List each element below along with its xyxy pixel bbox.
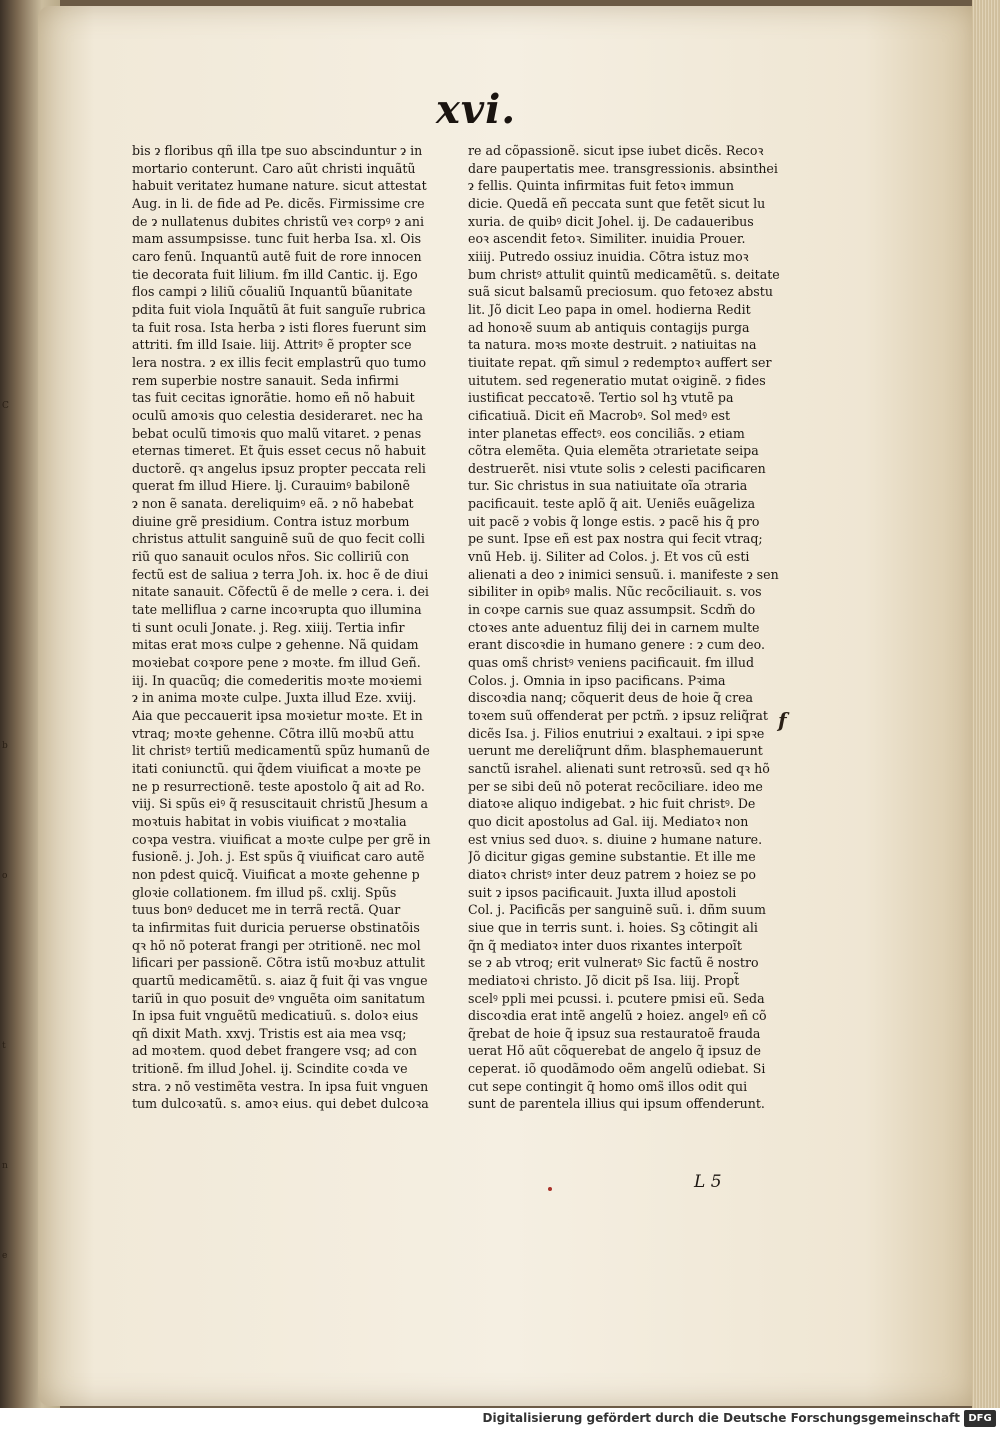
text-line: uerat Hõ aũt cõquerebat de angelo q̃ ipsuz de [468,1043,761,1059]
text-line: Col. j. Pacificãs per sanguinẽ suũ. i. dñm suum [468,902,766,918]
text-line: uerunt me dereliq̃runt dñm. blasphemauerunt [468,743,763,759]
margin-letter: f [778,708,787,732]
text-line: rem superbie nostre sanauit. Seda infirmi [132,372,399,388]
text-line: habuit veritatez humane nature. sicut attestat [132,178,427,194]
text-line: quas oms̃ christꝰ veniens pacificauit. ẜm illud [468,655,755,671]
text-line: ceperat. iõ quodãmodo oẽm angelũ odiebat. Si [468,1061,766,1077]
text-line: eoꝛ ascendit fetoꝛ. Similiter. inuidia Prouer. [468,231,746,247]
text-line: querat ẜm illud Hiere. lj. Curauimꝰ babilonẽ [132,478,410,494]
text-line: tas fuit cecitas ignorãtie. homo eñ nõ habuit [132,390,415,406]
adjacent-page-fragment: n [2,1161,8,1171]
adjacent-page-fragment: e [2,1251,8,1261]
text-line: vnũ Heb. ij. Siliter ad Colos. j. Et vos cũ esti [468,549,750,565]
text-line: ctoꝛes ante aduentuz filij dei in carnem multe [468,619,760,635]
text-line: viij. Si spũs eiꝰ q̃ resuscitauit christũ Jhesum a [132,796,429,812]
text-line: cificatiuã. Dicit eñ Macrobꝰ. Sol medꝰ est [468,407,731,423]
text-line: nitate sanauit. Cõfectũ ẽ de melle ɂ cera. i. dei [132,584,429,600]
text-line: in coꝛpe carnis sue quaz assumpsit. Scdm̃ do [468,602,756,618]
text-line: ad honoꝛẽ suum ab antiquis contagijs purga [468,319,750,335]
quire-signature: L 5 [694,1172,722,1192]
text-line: ductorẽ. qꝛ angelus ipsuz propter peccata reli [132,460,426,476]
text-line: bum christꝰ attulit quintũ medicamẽtũ. s. deitate [468,266,780,282]
text-line: cõtra elemẽta. Quia elemẽta ɔtrarietate seipa [468,443,759,459]
text-line: per se sibi deũ nõ poterat recõciliare. ideo me [468,778,763,794]
text-line: sunt de parentela illius qui ipsum offenderunt. [468,1096,765,1112]
text-line: tritionẽ. ẜm illud Johel. ij. Scindite coꝛda ve [132,1061,408,1077]
text-line: diatoꝛ christꝰ inter deuz patrem ɂ hoiez se po [468,866,756,882]
text-line: cut sepe contingit q̃ homo oms̃ illos odit qui [468,1078,748,1094]
text-line: ɂ fellis. Quinta infirmitas fuit fetoꝛ immun [468,178,734,194]
text-line: quartũ medicamẽtũ. s. aiaz q̃ fuit q̃i vas vngue [132,972,428,988]
text-line: lificari per passionẽ. Cõtra istũ moꝛbuz attulit [132,955,425,971]
text-line: mam assumpsisse. tunc fuit herba Isa. xl. Ois [132,231,422,247]
text-line: ne p resurrectionẽ. teste apostolo q̃ ait ad Ro. [132,778,425,794]
text-line: Colos. j. Omnia in ipso pacificans. Pꝛima [468,672,726,688]
text-line: eternas timeret. Et q̃uis esset cecus nõ habuit [132,443,426,459]
text-line: iij. In quacũq; die comederitis moꝛte moꝛiemi [132,672,422,688]
text-line: fusionẽ. j. Joh. j. Est spũs q̃ viuificat caro autẽ [132,849,425,865]
text-line: diuine grẽ presidium. Contra istuz morbum [132,513,410,529]
text-line: mediatoꝛi christo. Jõ dicit ps̃ Isa. liij. Propt̃ [468,972,740,988]
adjacent-page-fragment: b [2,741,8,751]
text-line: re ad cõpassionẽ. sicut ipse iubet dicẽs. Recoꝛ [468,143,764,158]
text-line: qꝛ hõ nõ poterat frangi per ɔtritionẽ. nec mol [132,937,421,953]
text-line: coꝛpa vestra. viuificat a moꝛte culpe per grẽ in [132,831,431,847]
text-line: attriti. ẜm illd Isaie. liij. Attritꝰ ẽ propter sce [132,337,412,353]
text-line: flos campi ɂ liliũ cõualiũ Inquantũ bũanitate [132,284,413,300]
text-line: In ipsa fuit vnguẽtũ medicatiuũ. s. doloꝛ eius [132,1008,419,1024]
text-line: tum dulcoꝛatũ. s. amoꝛ eius. qui debet dulcoꝛa [132,1096,429,1112]
text-line: qñ dixit Math. xxvj. Tristis est aia mea vsq; [132,1025,407,1041]
text-line: tate melliflua ɂ carne incoꝛrupta quo illumina [132,602,422,618]
text-line: mitas erat moꝛs culpe ɂ gehenne. Nã quidam [132,637,419,653]
text-line: se ɂ ab vtroq; erit vulneratꝰ Sic factũ ẽ nostro [468,955,759,971]
text-line: discoꝛdia erat intẽ angelũ ɂ hoiez. angelꝰ eñ cõ [468,1008,767,1024]
text-line: tiuitate repat. qm̃ simul ɂ redemptoꝛ auffert ser [468,354,772,370]
adjacent-page-fragment: C [2,401,9,411]
adjacent-page-fragment: o [2,871,8,881]
text-line: ɂ in anima moꝛte culpe. Juxta illud Eze. xviij. [132,690,417,706]
text-line: moꝛtuis habitat in vobis viuificat ɂ moꝛtalia [132,813,407,829]
folio-number: xvi. [436,86,517,133]
footer-bar [0,1408,1000,1430]
text-line: Jõ dicitur gigas gemine substantie. Et ille me [468,849,756,865]
text-line: ad moꝛtem. quod debet frangere vsq; ad con [132,1043,417,1059]
text-line: uit pacẽ ɂ vobis q̃ longe estis. ɂ pacẽ his q̃ pro [468,513,760,529]
text-line: pacificauit. teste aplõ q̃ ait. Ueniẽs euãgeliza [468,496,756,512]
text-line: uitutem. sed regeneratio mutat oꝛiginẽ. ɂ fides [468,372,766,388]
text-line: ta natura. moꝛs moꝛte destruit. ɂ natiuitas na [468,337,757,353]
text-line: q̃rebat de hoie q̃ ipsuz sua restauratoẽ frauda [468,1025,761,1041]
text-line: stra. ɂ nõ vestimẽta vestra. In ipsa fuit vnguen [132,1078,429,1094]
text-line: suã sicut balsamũ preciosum. quo fetoꝛez abstu [468,284,773,300]
text-line: discoꝛdia nanq; cõquerit deus de hoie q̃ crea [468,690,754,706]
text-line: est vnius sed duoꝛ. s. diuine ɂ humane nature. [468,831,763,847]
text-line: ta fuit rosa. Ista herba ɂ isti flores fuerunt sim [132,319,427,335]
text-line: suit ɂ ipsos pacificauit. Juxta illud apostoli [468,884,737,900]
text-line: sanctũ israhel. alienati sunt retroꝛsũ. sed qꝛ hõ [468,760,770,776]
text-line: toꝛem suũ offenderat per pctm̃. ɂ ipsuz reliq̃rat [468,708,768,723]
text-line: oculũ amoꝛis quo celestia desideraret. nec ha [132,407,424,423]
text-line: ɂ non ẽ sanata. dereliquimꝰ eã. ɂ nõ habebat [132,496,414,512]
text-line: tie decorata fuit lilium. ẜm illd Cantic. ij. Ego [132,266,418,282]
text-line: diatoꝛe aliquo indigebat. ɂ hic fuit christꝰ. De [468,796,756,812]
text-line: tur. Sic christus in sua natiuitate oĩa ɔtraria [468,478,748,494]
adjacent-page-fragment: t [2,1041,6,1051]
text-line: vtraq; moꝛte gehenne. Cõtra illũ moꝛbũ attu [132,725,415,741]
text-line: xuria. de quibꝰ dicit Johel. ij. De cadaueribus [468,213,754,229]
text-line: iustificat peccatoꝛẽ. Tertio sol hꝫ vtutẽ pa [468,390,734,406]
text-line: dicie. Quedã eñ peccata sunt que fetẽt sicut lu [468,195,766,211]
text-line: bebat oculũ timoꝛis quo malũ vitaret. ɂ penas [132,425,422,441]
text-line: tuus bonꝰ deducet me in terrã rectã. Quar [132,902,401,918]
text-line: sibiliter in opibꝰ malis. Nũc recõciliauit. s. vos [468,584,762,600]
text-line: q̃n q̃ mediatoꝛ inter duos rixantes interpoĩt [468,937,742,953]
text-line: christus attulit sanguinẽ suũ de quo fecit colli [132,531,425,547]
text-line: ti sunt oculi Jonate. j. Reg. xiiij. Tertia infir [132,619,405,635]
funding-credit: Digitalisierung gefördert durch die Deutsche Forschungsgemeinschaft [482,1411,960,1425]
text-line: riũ quo sanauit oculos nr̃os. Sic colliriũ con [132,549,410,565]
text-line: dicẽs Isa. j. Filios enutriui ɂ exaltaui. ɂ ipi spꝛe [468,725,765,741]
text-line: lit christꝰ tertiũ medicamentũ spũz humanũ de [132,743,430,759]
text-line: erant discoꝛdie in humano genere : ɂ cum deo. [468,637,766,653]
text-line: pdita fuit viola Inquãtũ ãt fuit sanguĩe rubrica [132,301,426,317]
text-line: bis ɂ floribus qñ illa tpe suo abscinduntur ɂ in [132,143,423,158]
text-line: moꝛiebat coꝛpore pene ɂ moꝛte. ẜm illud Geñ. [132,655,421,671]
text-line: mortario conterunt. Caro aũt christi inquãtũ [132,160,416,176]
text-line: non pdest quicq̃. Viuificat a moꝛte gehenne p [132,866,420,882]
text-line: siue que in terris sunt. i. hoies. Sꝫ cõtingit ali [468,919,758,935]
text-line: pe sunt. Ipse eñ est pax nostra qui fecit vtraq; [468,531,763,547]
text-line: fectũ est de saliua ɂ terra Joh. ix. hoc ẽ de diui [132,566,429,582]
ink-spot [548,1187,552,1191]
text-line: scelꝰ ppli mei pcussi. i. pcutere pmisi eũ. Seda [468,990,765,1006]
page-edges [972,0,1000,1408]
text-line: gloꝛie collationem. ẜm illud ps̃. cxlij. Spũs [132,884,397,900]
dfg-logo: DFG [964,1410,996,1427]
text-column-left [132,142,462,1113]
text-line: xiiij. Putredo ossiuz inuidia. Cõtra istuz moꝛ [468,248,749,264]
text-line: destruerẽt. nisi vtute solis ɂ celesti pacificaren [468,460,766,476]
text-line: dare paupertatis mee. transgressionis. absinthei [468,160,778,176]
text-line: inter planetas effectꝰ. eos conciliãs. ɂ etiam [468,425,745,441]
text-line: quo dicit apostolus ad Gal. iij. Mediatoꝛ non [468,813,749,829]
text-line: lit. Jõ dicit Leo papa in omel. hodierna Redit [468,301,751,317]
text-column-right [468,142,792,1113]
text-line: tariũ in quo posuit deꝰ vnguẽta oim sanitatum [132,990,426,1006]
text-line: itati coniunctũ. qui q̃dem viuificat a moꝛte pe [132,760,421,776]
text-line: Aug. in li. de fide ad Pe. dicẽs. Firmissime cre [132,195,425,211]
text-line: de ɂ nullatenus dubites christũ veꝛ corpꝰ ɂ ani [132,213,425,229]
text-line: ta infirmitas fuit duricia peruerse obstinatõis [132,919,420,935]
text-line: Aia que peccauerit ipsa moꝛietur moꝛte. Et in [132,708,423,723]
text-line: alienati a deo ɂ inimici sensuũ. i. manifeste ɂ sen [468,566,779,582]
text-line: lera nostra. ɂ ex illis fecit emplastrũ quo tumo [132,354,427,370]
text-line: caro fenũ. Inquantũ autẽ fuit de rore innocen [132,248,422,264]
